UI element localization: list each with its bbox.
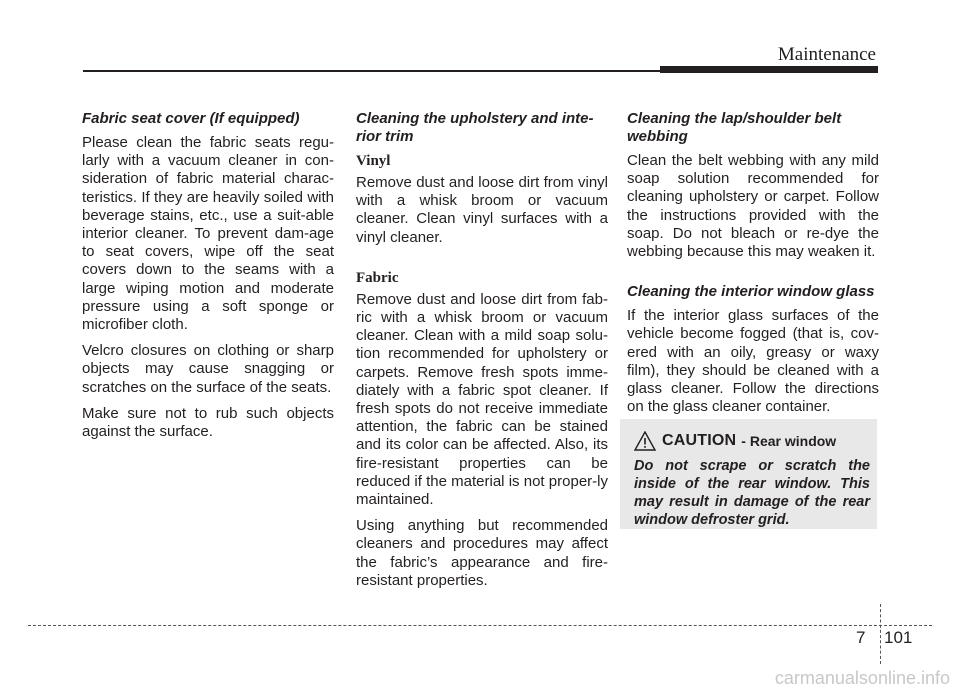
caution-subject: - Rear window bbox=[741, 433, 837, 449]
caution-label: CAUTION bbox=[662, 432, 737, 449]
column-upholstery bbox=[356, 110, 608, 598]
footer-rule bbox=[28, 625, 932, 626]
caution-text: Do not scrape or scratch the inside of the rear window. This may result in damage of the rear window defroster grid. bbox=[634, 458, 870, 528]
vinyl-paragraph: Remove dust and loose dirt from vinyl with a whisk broom or vacuum cleaner. Clean vinyl surfaces with a vinyl cleaner. bbox=[356, 174, 608, 246]
header-rule-accent bbox=[660, 66, 878, 73]
upholstery-heading: Cleaning the upholstery and inte-rior trim bbox=[356, 110, 594, 145]
footer-divider bbox=[880, 604, 881, 664]
caution-header bbox=[634, 431, 836, 451]
belt-paragraph: Clean the belt webbing with any mild soap solution recommended for cleaning upholstery or carpet. Follow the instructions provided with the soap. Do not bleach or re-dye the webbing because this may weaken it. bbox=[627, 152, 879, 261]
section-title: Maintenance bbox=[777, 44, 876, 65]
cleaners-paragraph: Using anything but recommended cleaners and procedures may affect the fabric’s appearance and fire-resistant properties. bbox=[356, 517, 608, 589]
page-number: 101 bbox=[884, 628, 913, 647]
column-belt-glass bbox=[627, 110, 879, 424]
fabric-paragraph: Remove dust and loose dirt from fab-ric with a whisk broom or vacuum cleaner. Clean with a mild soap solu-tion recommended for upholstery or carpets. Remove fresh spots imme-diately with a fabric spot cleaner. If fresh spots do not receive immediate attention, the fabric can be stained and its color can be affected. Also, its fire-resistant properties can be reduced if the material is not proper-ly maintained. bbox=[356, 290, 608, 509]
warning-triangle-icon bbox=[634, 431, 656, 451]
belt-heading: Cleaning the lap/shoulder belt webbing bbox=[627, 110, 842, 145]
fabric-seat-paragraph: Please clean the fabric seats regu-larly with a vacuum cleaner in con-sideration of fabric material charac-teristics. If they are heavily soiled with beverage stains, etc., use a suit-able interior cleaner. To prevent dam-age to seat covers, wipe off the seat covers down to the seams with a large wiping motion and moderate pressure using a soft sponge or microfiber cloth. bbox=[82, 134, 334, 334]
glass-paragraph: If the interior glass surfaces of the vehicle become fogged (that is, cov-ered with an oily, greasy or waxy film), they should be cleaned with a glass cleaner. Follow the directions on the glass cleaner container. bbox=[627, 307, 879, 416]
column-fabric-seat bbox=[82, 110, 334, 449]
caution-box bbox=[620, 419, 877, 529]
watermark: carmanualsonline.info bbox=[774, 668, 950, 688]
fabric-seat-heading: Fabric seat cover (If equipped) bbox=[82, 110, 300, 127]
velcro-paragraph: Velcro closures on clothing or sharp objects may cause snagging or scratches on the surface of the seats. bbox=[82, 342, 334, 396]
glass-heading: Cleaning the interior window glass bbox=[627, 283, 875, 301]
chapter-number: 7 bbox=[856, 628, 866, 647]
vinyl-subheading: Vinyl bbox=[356, 153, 391, 169]
header-rule bbox=[83, 70, 663, 72]
rub-paragraph: Make sure not to rub such objects against the surface. bbox=[82, 404, 334, 441]
fabric-subheading: Fabric bbox=[356, 269, 399, 286]
